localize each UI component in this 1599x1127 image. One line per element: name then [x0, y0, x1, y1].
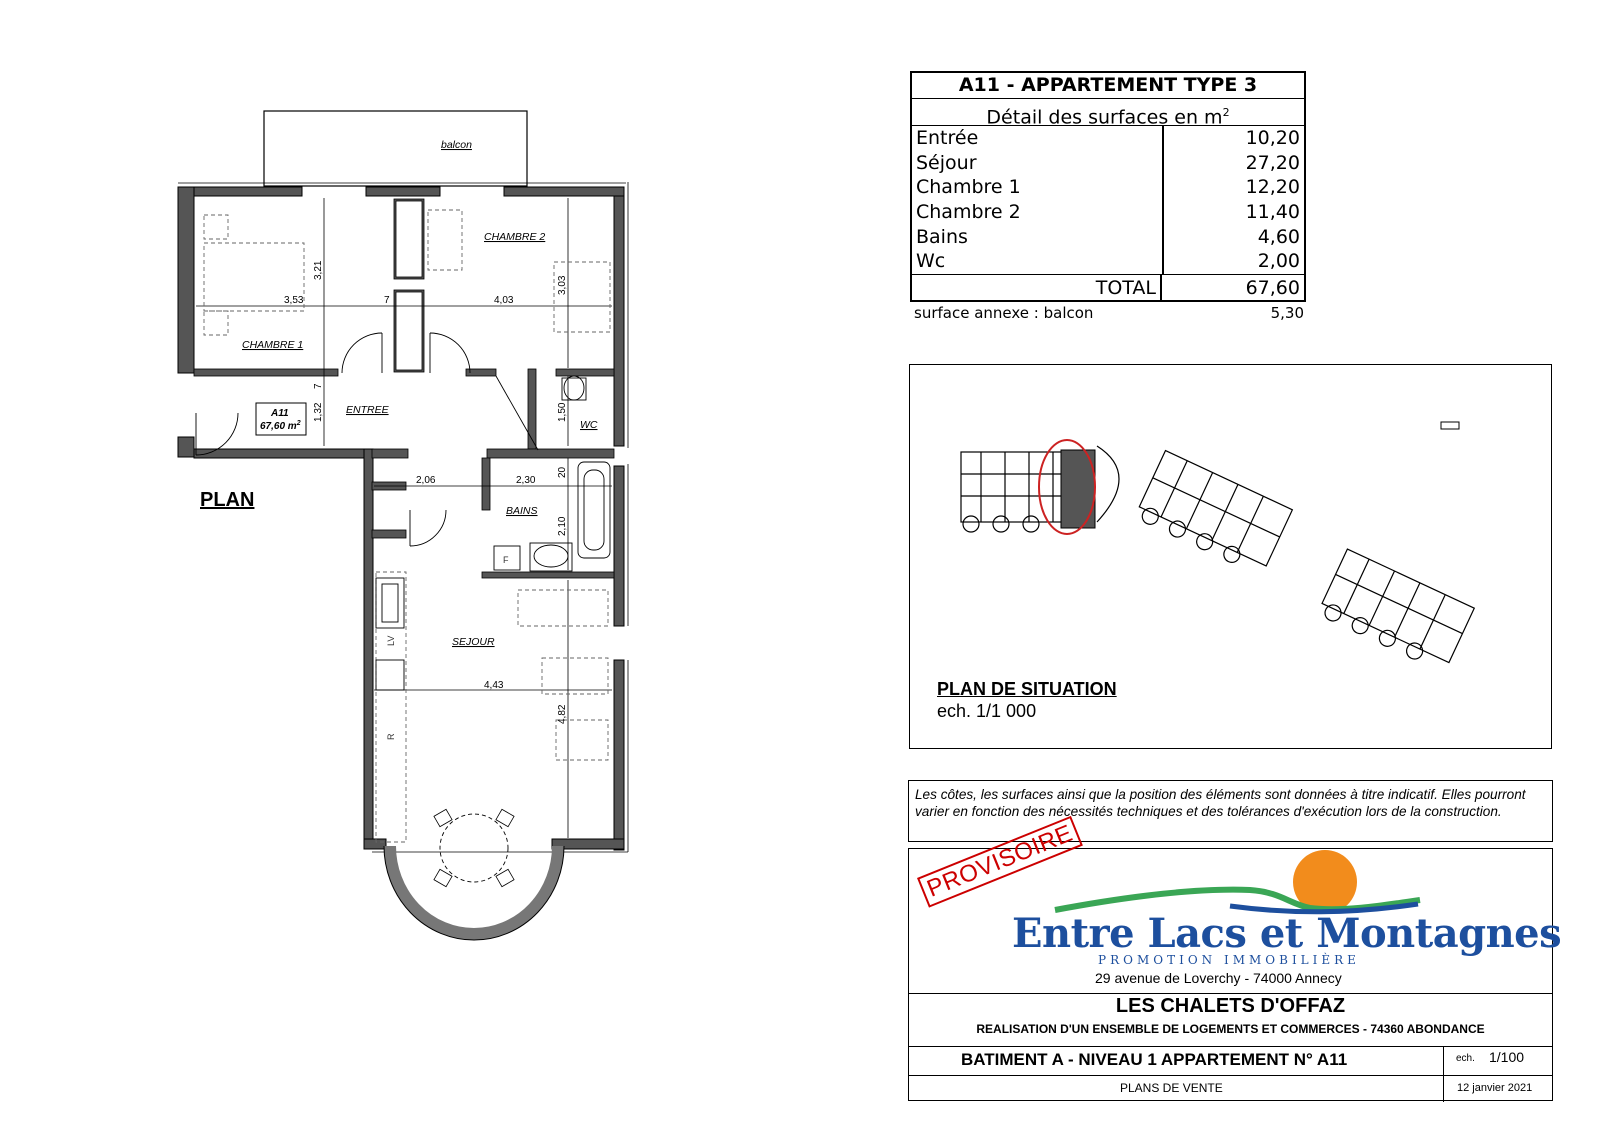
- unit-badge-area: 67,60 $m^2$: [260, 420, 301, 432]
- dim-label: 2,10: [557, 516, 568, 536]
- document-date: 12 janvier 2021: [1457, 1082, 1533, 1094]
- document-type: PLANS DE VENTE: [1120, 1081, 1223, 1095]
- surface-table-labels: [912, 126, 1164, 274]
- scale-value: 1/100: [1489, 1049, 1525, 1065]
- appliance-label-f: F: [503, 555, 509, 565]
- title-block-divider: [909, 1046, 1552, 1047]
- room-label-entree: ENTREE: [346, 404, 389, 416]
- provisoire-stamp: PROVISOIRE: [917, 816, 1083, 908]
- surface-table: [910, 71, 1306, 302]
- surface-row-value: 27,20: [1245, 151, 1300, 174]
- interior-walls: [194, 199, 614, 578]
- surface-row-label: Chambre 2: [916, 201, 1021, 224]
- surface-row-label: Wc: [916, 250, 946, 273]
- disclaimer-text: Les côtes, les surfaces ainsi que la position des éléments sont données à titre indicatif. Elles pourront varier en fonction des nécessités techniques et des tolérances d'exécution lors de la construction.: [908, 780, 1553, 842]
- dim-label: 4,03: [494, 295, 514, 306]
- north-marker: [1441, 422, 1459, 429]
- unit-badge-code: A11: [271, 408, 289, 419]
- title-block-divider: [909, 993, 1552, 994]
- appliance-label-lv: LV: [386, 635, 396, 646]
- building-apartment-line: BATIMENT A - NIVEAU 1 APPARTEMENT N° A11: [961, 1050, 1348, 1069]
- surface-total-row: [912, 274, 1304, 300]
- balcony-outline: [264, 111, 527, 186]
- scale-label: ech.: [1456, 1053, 1475, 1064]
- dim-label: 20: [557, 466, 568, 478]
- situation-title: PLAN DE SITUATION: [937, 679, 1117, 699]
- room-label-balcon: balcon: [441, 139, 472, 151]
- project-description: REALISATION D'UN ENSEMBLE DE LOGEMENTS ET COMMERCES - 74360 ABONDANCE: [976, 1022, 1485, 1036]
- title-block-divider: [1443, 1046, 1444, 1102]
- surface-row-value: 12,20: [1245, 176, 1300, 199]
- title-block-divider: [909, 1075, 1552, 1076]
- room-label-sejour: SEJOUR: [452, 636, 495, 648]
- room-label-chambre-2: CHAMBRE 2: [484, 231, 546, 243]
- dim-label: 4,82: [557, 704, 568, 724]
- dim-label: 7: [313, 383, 324, 389]
- dim-label: 2,06: [416, 475, 436, 486]
- annexe-value: 5,30: [1270, 304, 1304, 322]
- surface-row-value: 2,00: [1257, 250, 1300, 273]
- dim-label: 1,50: [557, 402, 568, 422]
- dim-label: 4,43: [484, 680, 504, 691]
- dim-label: 3,53: [284, 295, 304, 306]
- surface-total-label: TOTAL: [912, 275, 1162, 300]
- surface-table-title: A11 - APPARTEMENT TYPE 3: [912, 73, 1304, 99]
- surface-row-label: Entrée: [916, 127, 979, 149]
- brand-name: Entre Lacs et Montagnes: [1012, 910, 1562, 957]
- dim-label: 3,21: [313, 260, 324, 280]
- dim-label: 1,32: [313, 402, 324, 422]
- surface-table-subtitle: Détail des surfaces en $m^2$: [912, 99, 1304, 126]
- room-label-bains: BAINS: [506, 505, 538, 517]
- dim-label: 2,30: [516, 475, 536, 486]
- building-c: [1317, 549, 1474, 673]
- surface-total-value: 67,60: [1245, 277, 1300, 300]
- project-name: LES CHALETS D'OFFAZ: [1115, 995, 1346, 1017]
- dim-label: 3,03: [557, 275, 568, 295]
- room-label-chambre-1: CHAMBRE 1: [242, 339, 304, 351]
- bay-window: [384, 809, 564, 940]
- brand-address: 29 avenue de Loverchy - 74000 Annecy: [1095, 970, 1342, 986]
- surface-row-value: 4,60: [1257, 225, 1300, 248]
- plan-title: PLAN: [200, 489, 255, 511]
- building-b: [1134, 451, 1292, 577]
- surface-table-values: [1164, 126, 1304, 274]
- surface-row-value: 11,40: [1245, 201, 1300, 224]
- annexe-label: surface annexe : balcon: [914, 304, 1094, 322]
- surface-row-label: Séjour: [916, 151, 977, 174]
- surface-row-value: 10,20: [1245, 127, 1300, 149]
- situation-scale: ech. 1/1 000: [937, 701, 1037, 721]
- surface-row-label: Bains: [916, 225, 968, 248]
- appliance-label-r: R: [386, 733, 396, 740]
- annexe-surface: [914, 304, 1304, 322]
- room-label-wc: WC: [580, 419, 598, 431]
- brand-subtitle: PROMOTION IMMOBILIÈRE: [1098, 953, 1360, 967]
- dim-label: 7: [384, 295, 390, 306]
- surface-row-label: Chambre 1: [916, 176, 1021, 199]
